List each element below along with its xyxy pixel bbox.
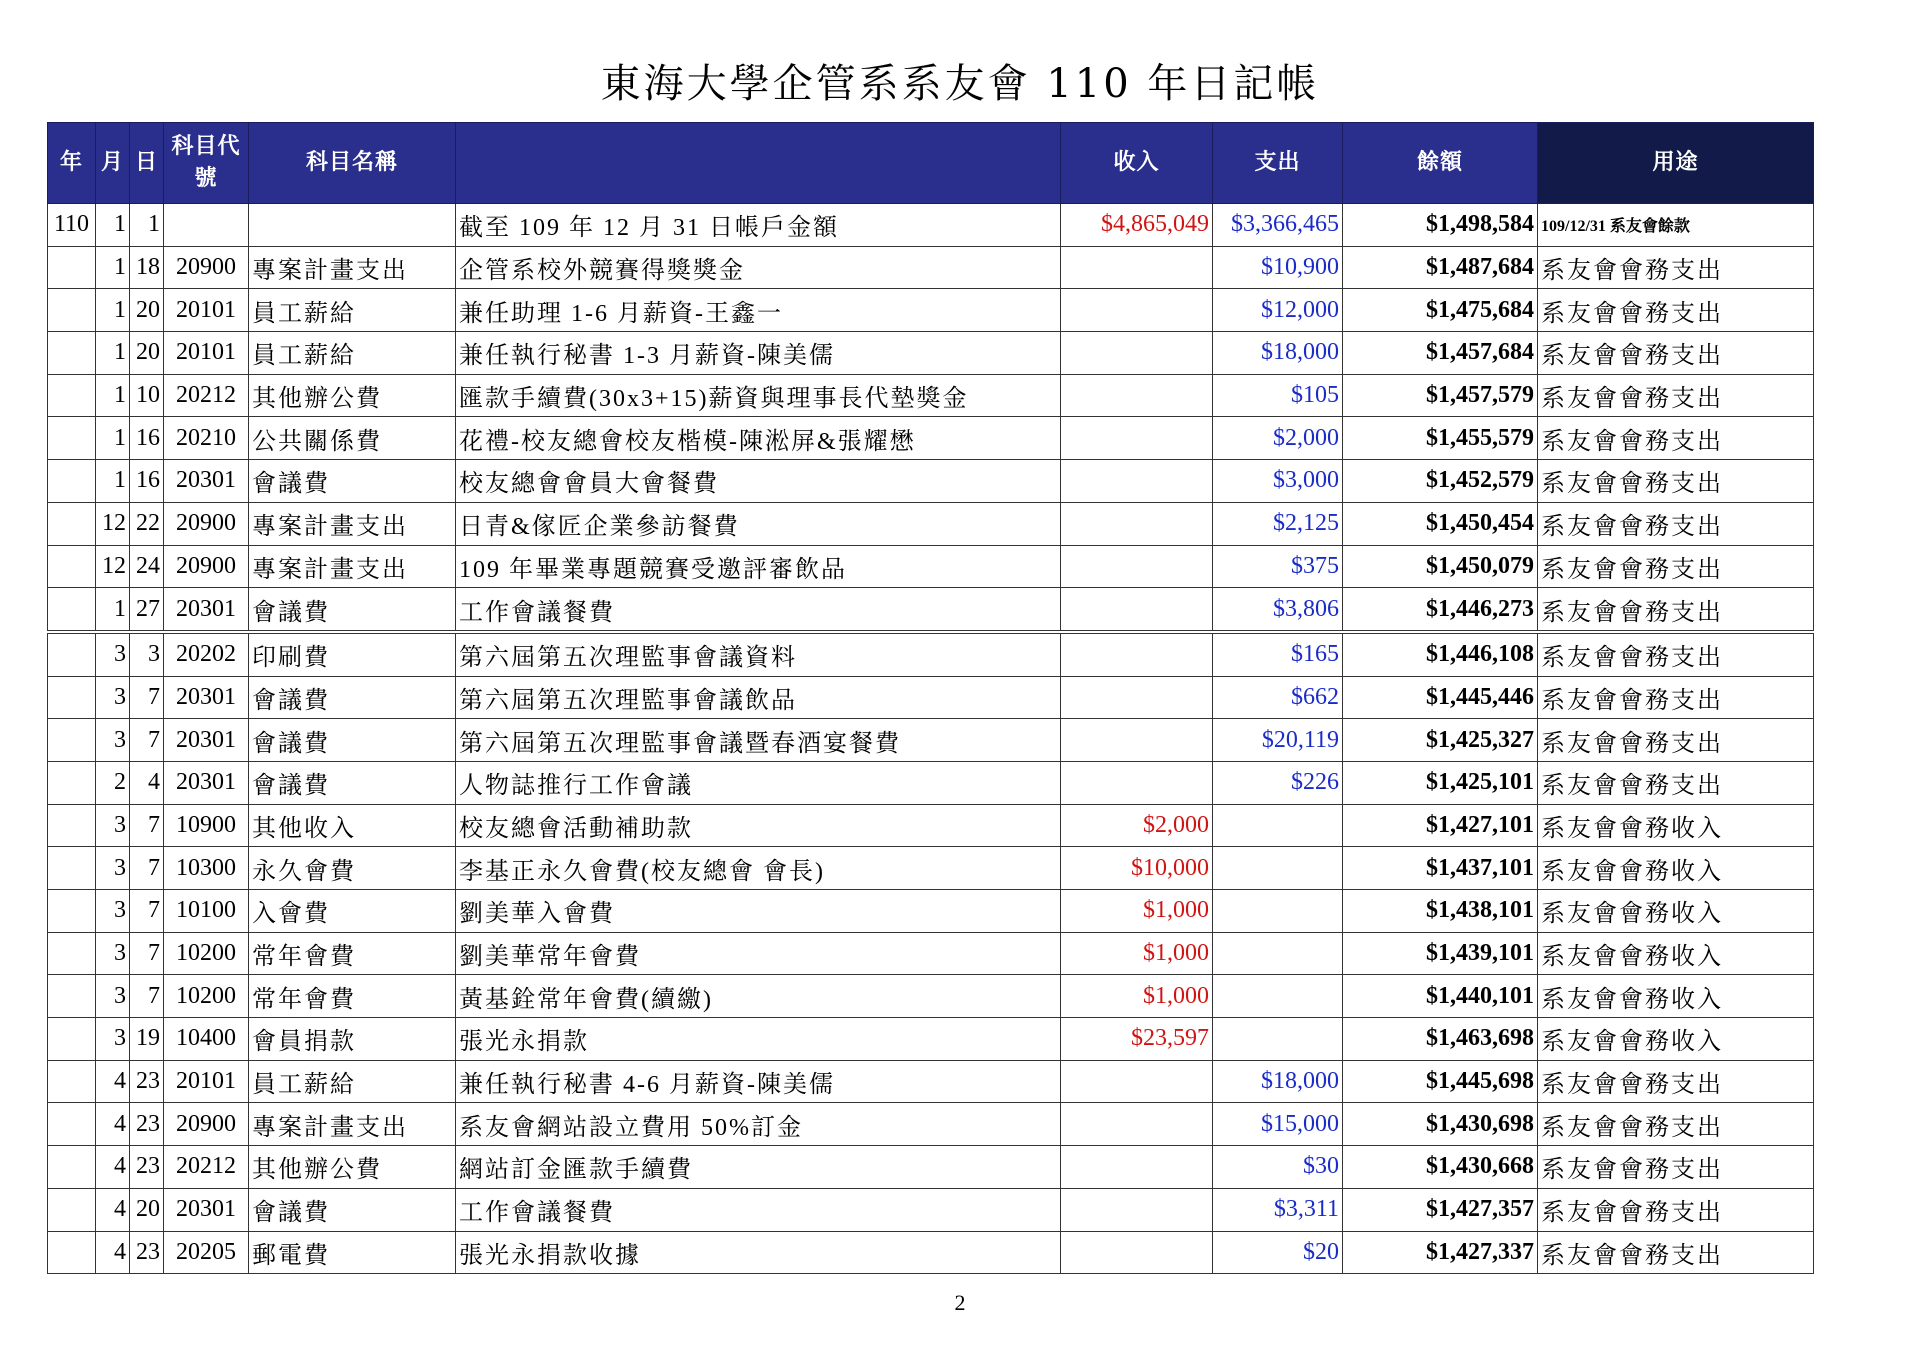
balance-cell: $1,427,101 xyxy=(1343,804,1538,847)
description-cell: 張光永捐款收據 xyxy=(456,1231,1061,1274)
account-code-cell: 10300 xyxy=(164,847,249,890)
balance-cell: $1,425,101 xyxy=(1343,761,1538,804)
day-cell: 22 xyxy=(130,502,164,545)
account-name-cell xyxy=(249,204,456,247)
balance-cell: $1,487,684 xyxy=(1343,246,1538,289)
account-name-cell: 其他辦公費 xyxy=(249,1146,456,1189)
balance-cell: $1,427,357 xyxy=(1343,1188,1538,1231)
year-cell xyxy=(48,502,96,545)
account-name-cell: 會議費 xyxy=(249,1188,456,1231)
income-cell xyxy=(1061,1060,1213,1103)
day-cell: 16 xyxy=(130,417,164,460)
balance-cell: $1,438,101 xyxy=(1343,890,1538,933)
expense-cell: $20 xyxy=(1213,1231,1343,1274)
header-expense: 支出 xyxy=(1213,123,1343,204)
table-row xyxy=(48,676,1814,719)
month-cell: 3 xyxy=(96,1018,130,1061)
table-row xyxy=(48,460,1814,503)
table-row xyxy=(48,588,1814,632)
description-cell: 第六屆第五次理監事會議飲品 xyxy=(456,676,1061,719)
purpose-cell: 系友會會務收入 xyxy=(1538,804,1814,847)
account-code-cell: 10200 xyxy=(164,932,249,975)
month-cell: 4 xyxy=(96,1188,130,1231)
year-cell xyxy=(48,676,96,719)
account-name-cell: 專案計畫支出 xyxy=(249,545,456,588)
table-row xyxy=(48,204,1814,247)
balance-cell: $1,450,079 xyxy=(1343,545,1538,588)
month-cell: 1 xyxy=(96,460,130,503)
expense-cell: $226 xyxy=(1213,761,1343,804)
expense-cell: $18,000 xyxy=(1213,332,1343,375)
year-cell xyxy=(48,1146,96,1189)
year-cell xyxy=(48,1103,96,1146)
account-name-cell: 會員捐款 xyxy=(249,1018,456,1061)
account-code-cell: 20900 xyxy=(164,246,249,289)
day-cell: 19 xyxy=(130,1018,164,1061)
header-income: 收入 xyxy=(1061,123,1213,204)
balance-cell: $1,440,101 xyxy=(1343,975,1538,1018)
balance-cell: $1,498,584 xyxy=(1343,204,1538,247)
day-cell: 18 xyxy=(130,246,164,289)
expense-cell: $2,000 xyxy=(1213,417,1343,460)
table-row xyxy=(48,890,1814,933)
month-cell: 3 xyxy=(96,975,130,1018)
header-desc xyxy=(456,123,1061,204)
description-cell: 兼任執行秘書 4-6 月薪資-陳美儒 xyxy=(456,1060,1061,1103)
expense-cell: $375 xyxy=(1213,545,1343,588)
description-cell: 花禮-校友總會校友楷模-陳淞屏&張耀懋 xyxy=(456,417,1061,460)
expense-cell: $10,900 xyxy=(1213,246,1343,289)
description-cell: 校友總會會員大會餐費 xyxy=(456,460,1061,503)
ledger-table xyxy=(47,122,1814,1274)
account-code-cell: 20301 xyxy=(164,719,249,762)
month-cell: 1 xyxy=(96,204,130,247)
account-code-cell: 10400 xyxy=(164,1018,249,1061)
table-row xyxy=(48,1018,1814,1061)
table-row xyxy=(48,332,1814,375)
day-cell: 7 xyxy=(130,932,164,975)
purpose-cell: 系友會會務收入 xyxy=(1538,932,1814,975)
table-row xyxy=(48,932,1814,975)
account-code-cell: 10900 xyxy=(164,804,249,847)
month-cell: 3 xyxy=(96,719,130,762)
account-code-cell: 10100 xyxy=(164,890,249,933)
account-name-cell: 員工薪給 xyxy=(249,1060,456,1103)
account-name-cell: 會議費 xyxy=(249,761,456,804)
balance-cell: $1,437,101 xyxy=(1343,847,1538,890)
header-balance: 餘額 xyxy=(1343,123,1538,204)
day-cell: 27 xyxy=(130,588,164,632)
account-name-cell: 其他收入 xyxy=(249,804,456,847)
description-cell: 兼任執行秘書 1-3 月薪資-陳美儒 xyxy=(456,332,1061,375)
account-code-cell: 20301 xyxy=(164,460,249,503)
account-code-cell: 20212 xyxy=(164,374,249,417)
expense-cell: $105 xyxy=(1213,374,1343,417)
day-cell: 1 xyxy=(130,204,164,247)
income-cell xyxy=(1061,719,1213,762)
income-cell: $1,000 xyxy=(1061,975,1213,1018)
balance-cell: $1,425,327 xyxy=(1343,719,1538,762)
purpose-cell: 系友會會務支出 xyxy=(1538,374,1814,417)
description-cell: 兼任助理 1-6 月薪資-王鑫一 xyxy=(456,289,1061,332)
month-cell: 3 xyxy=(96,804,130,847)
account-code-cell: 10200 xyxy=(164,975,249,1018)
income-cell xyxy=(1061,588,1213,632)
account-name-cell: 會議費 xyxy=(249,460,456,503)
balance-cell: $1,427,337 xyxy=(1343,1231,1538,1274)
account-code-cell: 20202 xyxy=(164,632,249,676)
header-code: 科目代號 xyxy=(164,123,249,204)
month-cell: 3 xyxy=(96,632,130,676)
year-cell xyxy=(48,804,96,847)
expense-cell: $3,000 xyxy=(1213,460,1343,503)
account-name-cell: 專案計畫支出 xyxy=(249,246,456,289)
balance-cell: $1,463,698 xyxy=(1343,1018,1538,1061)
purpose-cell: 系友會會務支出 xyxy=(1538,545,1814,588)
description-cell: 人物誌推行工作會議 xyxy=(456,761,1061,804)
expense-cell xyxy=(1213,804,1343,847)
purpose-cell: 系友會會務支出 xyxy=(1538,719,1814,762)
year-cell xyxy=(48,932,96,975)
expense-cell: $12,000 xyxy=(1213,289,1343,332)
account-name-cell: 專案計畫支出 xyxy=(249,502,456,545)
account-code-cell: 20900 xyxy=(164,1103,249,1146)
table-row xyxy=(48,632,1814,676)
table-row xyxy=(48,417,1814,460)
description-cell: 日青&傢匠企業參訪餐費 xyxy=(456,502,1061,545)
table-row xyxy=(48,761,1814,804)
month-cell: 1 xyxy=(96,289,130,332)
description-cell: 黃基銓常年會費(續繳) xyxy=(456,975,1061,1018)
expense-cell: $18,000 xyxy=(1213,1060,1343,1103)
header-year: 年 xyxy=(48,123,96,204)
year-cell: 110 xyxy=(48,204,96,247)
purpose-cell: 系友會會務支出 xyxy=(1538,1231,1814,1274)
year-cell xyxy=(48,545,96,588)
table-row xyxy=(48,719,1814,762)
balance-cell: $1,439,101 xyxy=(1343,932,1538,975)
year-cell xyxy=(48,1188,96,1231)
purpose-cell: 系友會會務支出 xyxy=(1538,1103,1814,1146)
purpose-cell: 系友會會務收入 xyxy=(1538,890,1814,933)
table-row xyxy=(48,847,1814,890)
income-cell: $2,000 xyxy=(1061,804,1213,847)
month-cell: 4 xyxy=(96,1231,130,1274)
balance-cell: $1,445,698 xyxy=(1343,1060,1538,1103)
description-cell: 李基正永久會費(校友總會 會長) xyxy=(456,847,1061,890)
month-cell: 4 xyxy=(96,1146,130,1189)
balance-cell: $1,455,579 xyxy=(1343,417,1538,460)
day-cell: 20 xyxy=(130,1188,164,1231)
day-cell: 24 xyxy=(130,545,164,588)
account-name-cell: 郵電費 xyxy=(249,1231,456,1274)
income-cell xyxy=(1061,1103,1213,1146)
month-cell: 12 xyxy=(96,545,130,588)
month-cell: 1 xyxy=(96,374,130,417)
purpose-cell: 系友會會務支出 xyxy=(1538,588,1814,632)
income-cell xyxy=(1061,632,1213,676)
expense-cell xyxy=(1213,890,1343,933)
balance-cell: $1,446,108 xyxy=(1343,632,1538,676)
year-cell xyxy=(48,289,96,332)
header-day: 日 xyxy=(130,123,164,204)
description-cell: 第六屆第五次理監事會議資料 xyxy=(456,632,1061,676)
description-cell: 劉美華入會費 xyxy=(456,890,1061,933)
balance-cell: $1,457,684 xyxy=(1343,332,1538,375)
description-cell: 系友會網站設立費用 50%訂金 xyxy=(456,1103,1061,1146)
description-cell: 劉美華常年會費 xyxy=(456,932,1061,975)
month-cell: 1 xyxy=(96,332,130,375)
day-cell: 20 xyxy=(130,332,164,375)
header-name: 科目名稱 xyxy=(249,123,456,204)
balance-cell: $1,430,668 xyxy=(1343,1146,1538,1189)
expense-cell: $662 xyxy=(1213,676,1343,719)
balance-cell: $1,430,698 xyxy=(1343,1103,1538,1146)
income-cell xyxy=(1061,246,1213,289)
purpose-cell: 系友會會務支出 xyxy=(1538,676,1814,719)
balance-cell: $1,452,579 xyxy=(1343,460,1538,503)
income-cell xyxy=(1061,332,1213,375)
year-cell xyxy=(48,1231,96,1274)
year-cell xyxy=(48,719,96,762)
month-cell: 3 xyxy=(96,847,130,890)
expense-cell xyxy=(1213,847,1343,890)
year-cell xyxy=(48,1018,96,1061)
income-cell xyxy=(1061,502,1213,545)
income-cell: $1,000 xyxy=(1061,932,1213,975)
income-cell xyxy=(1061,1231,1213,1274)
account-name-cell: 印刷費 xyxy=(249,632,456,676)
table-row xyxy=(48,289,1814,332)
table-row xyxy=(48,1231,1814,1274)
balance-cell: $1,446,273 xyxy=(1343,588,1538,632)
account-code-cell: 20205 xyxy=(164,1231,249,1274)
day-cell: 4 xyxy=(130,761,164,804)
expense-cell xyxy=(1213,932,1343,975)
expense-cell: $3,806 xyxy=(1213,588,1343,632)
account-code-cell: 20212 xyxy=(164,1146,249,1189)
description-cell: 匯款手續費(30x3+15)薪資與理事長代墊獎金 xyxy=(456,374,1061,417)
purpose-cell: 系友會會務收入 xyxy=(1538,1018,1814,1061)
account-code-cell: 20101 xyxy=(164,1060,249,1103)
income-cell xyxy=(1061,289,1213,332)
month-cell: 3 xyxy=(96,676,130,719)
header-month: 月 xyxy=(96,123,130,204)
account-name-cell: 專案計畫支出 xyxy=(249,1103,456,1146)
table-row xyxy=(48,975,1814,1018)
account-code-cell xyxy=(164,204,249,247)
day-cell: 23 xyxy=(130,1060,164,1103)
month-cell: 4 xyxy=(96,1060,130,1103)
description-cell: 截至 109 年 12 月 31 日帳戶金額 xyxy=(456,204,1061,247)
month-cell: 1 xyxy=(96,417,130,460)
year-cell xyxy=(48,761,96,804)
income-cell xyxy=(1061,1146,1213,1189)
year-cell xyxy=(48,460,96,503)
day-cell: 10 xyxy=(130,374,164,417)
account-code-cell: 20210 xyxy=(164,417,249,460)
description-cell: 校友總會活動補助款 xyxy=(456,804,1061,847)
purpose-cell: 系友會會務支出 xyxy=(1538,1060,1814,1103)
description-cell: 企管系校外競賽得獎獎金 xyxy=(456,246,1061,289)
purpose-cell: 系友會會務支出 xyxy=(1538,1146,1814,1189)
day-cell: 7 xyxy=(130,890,164,933)
page-number: 2 xyxy=(954,1290,966,1315)
account-code-cell: 20301 xyxy=(164,1188,249,1231)
expense-cell: $20,119 xyxy=(1213,719,1343,762)
purpose-cell: 系友會會務支出 xyxy=(1538,502,1814,545)
year-cell xyxy=(48,332,96,375)
account-name-cell: 會議費 xyxy=(249,588,456,632)
description-cell: 網站訂金匯款手續費 xyxy=(456,1146,1061,1189)
purpose-cell: 系友會會務支出 xyxy=(1538,632,1814,676)
expense-cell: $3,366,465 xyxy=(1213,204,1343,247)
income-cell: $1,000 xyxy=(1061,890,1213,933)
account-name-cell: 常年會費 xyxy=(249,932,456,975)
account-name-cell: 入會費 xyxy=(249,890,456,933)
description-cell: 109 年畢業專題競賽受邀評審飲品 xyxy=(456,545,1061,588)
account-code-cell: 20900 xyxy=(164,545,249,588)
account-name-cell: 會議費 xyxy=(249,719,456,762)
day-cell: 7 xyxy=(130,975,164,1018)
header-purpose: 用途 xyxy=(1538,123,1814,204)
description-cell: 工作會議餐費 xyxy=(456,1188,1061,1231)
description-cell: 張光永捐款 xyxy=(456,1018,1061,1061)
year-cell xyxy=(48,374,96,417)
table-body xyxy=(48,204,1814,1274)
description-cell: 第六屆第五次理監事會議暨春酒宴餐費 xyxy=(456,719,1061,762)
day-cell: 23 xyxy=(130,1103,164,1146)
expense-cell: $3,311 xyxy=(1213,1188,1343,1231)
table-row xyxy=(48,1146,1814,1189)
expense-cell xyxy=(1213,975,1343,1018)
day-cell: 20 xyxy=(130,289,164,332)
expense-cell: $2,125 xyxy=(1213,502,1343,545)
account-name-cell: 員工薪給 xyxy=(249,289,456,332)
day-cell: 23 xyxy=(130,1231,164,1274)
month-cell: 2 xyxy=(96,761,130,804)
income-cell xyxy=(1061,676,1213,719)
month-cell: 3 xyxy=(96,932,130,975)
income-cell: $4,865,049 xyxy=(1061,204,1213,247)
month-cell: 4 xyxy=(96,1103,130,1146)
balance-cell: $1,475,684 xyxy=(1343,289,1538,332)
account-name-cell: 員工薪給 xyxy=(249,332,456,375)
purpose-cell: 系友會會務支出 xyxy=(1538,460,1814,503)
page-title: 東海大學企管系系友會 110 年日記帳 xyxy=(600,61,1320,107)
day-cell: 7 xyxy=(130,676,164,719)
month-cell: 1 xyxy=(96,588,130,632)
account-name-cell: 會議費 xyxy=(249,676,456,719)
table-header xyxy=(48,123,1814,204)
table-row xyxy=(48,246,1814,289)
month-cell: 12 xyxy=(96,502,130,545)
year-cell xyxy=(48,632,96,676)
table-row xyxy=(48,1060,1814,1103)
balance-cell: $1,457,579 xyxy=(1343,374,1538,417)
balance-cell: $1,445,446 xyxy=(1343,676,1538,719)
table-row xyxy=(48,804,1814,847)
income-cell: $23,597 xyxy=(1061,1018,1213,1061)
account-code-cell: 20301 xyxy=(164,588,249,632)
year-cell xyxy=(48,890,96,933)
day-cell: 3 xyxy=(130,632,164,676)
year-cell xyxy=(48,417,96,460)
account-name-cell: 永久會費 xyxy=(249,847,456,890)
day-cell: 7 xyxy=(130,719,164,762)
account-code-cell: 20301 xyxy=(164,761,249,804)
year-cell xyxy=(48,1060,96,1103)
account-name-cell: 常年會費 xyxy=(249,975,456,1018)
table-row xyxy=(48,502,1814,545)
month-cell: 3 xyxy=(96,890,130,933)
purpose-cell: 系友會會務支出 xyxy=(1538,761,1814,804)
year-cell xyxy=(48,246,96,289)
account-code-cell: 20101 xyxy=(164,332,249,375)
purpose-cell: 系友會會務支出 xyxy=(1538,332,1814,375)
income-cell xyxy=(1061,545,1213,588)
purpose-cell: 系友會會務收入 xyxy=(1538,847,1814,890)
day-cell: 7 xyxy=(130,804,164,847)
income-cell xyxy=(1061,417,1213,460)
account-name-cell: 公共關係費 xyxy=(249,417,456,460)
account-code-cell: 20101 xyxy=(164,289,249,332)
account-code-cell: 20301 xyxy=(164,676,249,719)
purpose-cell: 系友會會務支出 xyxy=(1538,417,1814,460)
description-cell: 工作會議餐費 xyxy=(456,588,1061,632)
table-row xyxy=(48,545,1814,588)
year-cell xyxy=(48,588,96,632)
expense-cell xyxy=(1213,1018,1343,1061)
account-name-cell: 其他辦公費 xyxy=(249,374,456,417)
month-cell: 1 xyxy=(96,246,130,289)
year-cell xyxy=(48,975,96,1018)
table-row xyxy=(48,374,1814,417)
purpose-cell: 系友會會務收入 xyxy=(1538,975,1814,1018)
purpose-cell: 109/12/31 系友會餘款 xyxy=(1538,204,1814,247)
account-code-cell: 20900 xyxy=(164,502,249,545)
expense-cell: $165 xyxy=(1213,632,1343,676)
balance-cell: $1,450,454 xyxy=(1343,502,1538,545)
income-cell xyxy=(1061,761,1213,804)
income-cell xyxy=(1061,374,1213,417)
table-row xyxy=(48,1188,1814,1231)
income-cell: $10,000 xyxy=(1061,847,1213,890)
purpose-cell: 系友會會務支出 xyxy=(1538,246,1814,289)
income-cell xyxy=(1061,1188,1213,1231)
purpose-cell: 系友會會務支出 xyxy=(1538,1188,1814,1231)
income-cell xyxy=(1061,460,1213,503)
expense-cell: $30 xyxy=(1213,1146,1343,1189)
day-cell: 23 xyxy=(130,1146,164,1189)
table-row xyxy=(48,1103,1814,1146)
expense-cell: $15,000 xyxy=(1213,1103,1343,1146)
purpose-cell: 系友會會務支出 xyxy=(1538,289,1814,332)
day-cell: 7 xyxy=(130,847,164,890)
day-cell: 16 xyxy=(130,460,164,503)
year-cell xyxy=(48,847,96,890)
